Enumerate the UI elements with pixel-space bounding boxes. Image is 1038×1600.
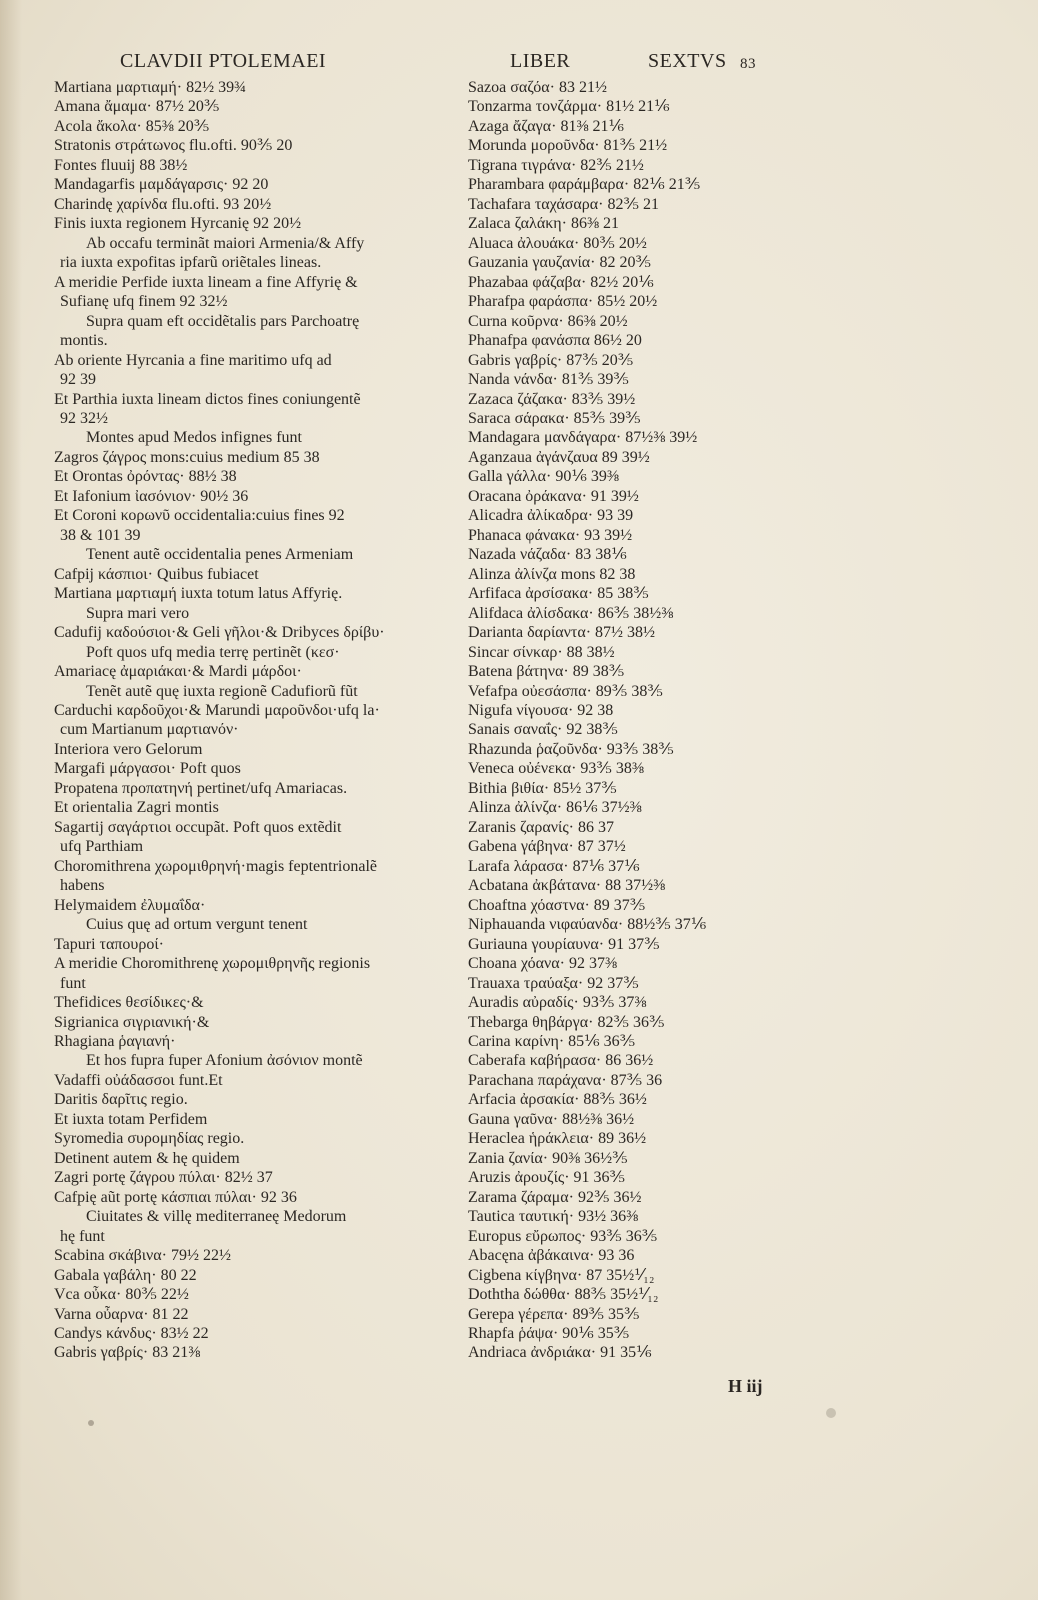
right-column-line: Oracana ὀράκανα· 91 39½: [468, 487, 639, 505]
right-column-line: Darianta δαρίαντα· 87½ 38½: [468, 624, 656, 642]
left-column-line: Syromedia συρομηδίας regio.: [54, 1130, 245, 1148]
right-column-line: Trauaxa τραύαξα· 92 37⅗: [468, 974, 639, 992]
left-column-line: Propatena προπατηνή pertinet/ufq Amariacas.: [54, 779, 348, 797]
left-column-line: A meridie Perfide iuxta lineam a fine Affyrię &: [54, 273, 358, 291]
left-column-line: Choromithrena χωρομιθρηνή·magis feptentrionalẽ: [54, 857, 378, 875]
left-column-line: Ab oriente Hyrcania a fine maritimo ufq ad: [54, 351, 332, 369]
right-column-line: Saraca σάρακα· 85⅗ 39⅗: [468, 409, 641, 427]
right-column-line: Phanaca φάνακα· 93 39½: [468, 526, 633, 544]
header-left-title: CLAVDII PTOLEMAEI: [120, 50, 327, 72]
header-center-title: LIBER: [510, 50, 571, 72]
left-column-line: Zagros ζάγρος mons:cuius medium 85 38: [54, 448, 320, 466]
right-column-line: Nigufa νίγουσα· 92 38: [468, 702, 614, 719]
left-column-line: 38 & 101 39: [60, 526, 141, 544]
left-column-line: Interiora vero Gelorum: [54, 740, 203, 758]
left-column-line: Montes apud Medos infignes funt: [86, 429, 302, 447]
left-column-line: Carduchi καρδοῦχοι·& Marundi μαροῦνδοι·ufq la·: [54, 702, 380, 719]
left-column-line: cum Martianum μαρτιανόν·: [60, 721, 239, 739]
right-column-line: Sanais σαναΐς· 92 38⅗: [468, 721, 618, 739]
left-column-line: A meridie Choromithrenę χωρομιθρηνῆς regionis: [54, 955, 371, 973]
right-column-line: Aluaca ἀλουάκα· 80⅗ 20½: [468, 234, 647, 252]
left-column-line: 92 39: [60, 371, 96, 389]
left-column-line: Cafpij κάσπιοι· Quibus fubiacet: [54, 565, 259, 583]
right-column-line: Galla γάλλα· 90⅙ 39⅜: [468, 468, 619, 486]
left-column-line: Candys κάνδυς· 83½ 22: [54, 1325, 209, 1342]
right-column-line: Choaftna χόαστνα· 89 37⅗: [468, 896, 646, 914]
right-column-line: Acbatana ἀκβάτανα· 88 37½⅜: [468, 877, 666, 895]
right-column-line: Arfifaca ἀρσίσακα· 85 38⅗: [468, 585, 649, 603]
right-column-line: Tautica ταυτική· 93½ 36⅜: [468, 1208, 639, 1226]
right-column-line: Zazaca ζάζακα· 83⅗ 39½: [468, 390, 636, 408]
left-column-line: Poft quos ufq media terrę pertinẽt (κεσ·: [86, 643, 340, 661]
right-column-line: Doththa δώθθα· 88⅗ 35½⅟₁₂: [468, 1286, 659, 1304]
right-column-line: Rhapfa ῥάψα· 90⅙ 35⅗: [468, 1325, 630, 1342]
right-column-line: Sincar σίνκαρ· 88 38½: [468, 643, 615, 661]
right-column-line: Zalaca ζαλάκη· 86⅜ 21: [468, 215, 619, 233]
left-column-line: Sufianę ufq finem 92 32½: [60, 293, 228, 311]
left-column-line: habens: [60, 877, 105, 895]
right-column-line: Bithia βιθία· 85½ 37⅗: [468, 779, 617, 797]
right-column-line: Abacęna ἀβάκαινα· 93 36: [468, 1247, 635, 1265]
left-column-line: Detinent autem & hę quidem: [54, 1149, 240, 1167]
right-column-line: Caberafa καβήρασα· 86 36½: [468, 1052, 654, 1070]
right-column-line: Heraclea ἡράκλεια· 89 36½: [468, 1130, 647, 1148]
right-column-line: Zania ζανία· 90⅜ 36½⅗: [468, 1149, 628, 1167]
right-column-line: Pharafpa φαράσπα· 85½ 20½: [468, 293, 658, 311]
left-column-line: Tenẽt autẽ quę iuxta regionẽ Cadufiorũ fũt: [86, 682, 358, 700]
right-column-line: Alinza ἀλίνζα mons 82 38: [468, 565, 636, 583]
left-column-line: Tapuri ταπουροί·: [54, 935, 164, 953]
right-column-line: Cigbena κίγβηνα· 87 35½⅟₁₂: [468, 1266, 655, 1284]
right-column-line: Zaranis ζαρανίς· 86 37: [468, 818, 614, 836]
left-column-line: Martiana μαρτιαμή iuxta totum latus Affyrię.: [54, 585, 343, 603]
left-column-line: Vca οὖκα· 80⅗ 22½: [54, 1286, 189, 1304]
right-column-line: Morunda μοροῦνδα· 81⅗ 21½: [468, 137, 668, 155]
left-column-line: ufq Parthiam: [60, 838, 144, 856]
right-column-line: Nanda νάνδα· 81⅗ 39⅗: [468, 371, 629, 389]
right-column-line: Aruzis ἀρουζίς· 91 36⅗: [468, 1169, 626, 1187]
left-column-line: Et Parthia iuxta lineam dictos fines coniungentẽ: [54, 390, 361, 408]
right-column-line: Europus εὔρωπος· 93⅗ 36⅗: [468, 1227, 658, 1245]
left-column-line: Acola ἄκολα· 85⅜ 20⅗: [54, 117, 210, 135]
right-column-line: Alifdaca ἀλίσδακα· 86⅗ 38½⅜: [468, 604, 674, 622]
ink-speck: [826, 1408, 836, 1418]
right-column-line: Curna κοῦρνα· 86⅜ 20½: [468, 312, 628, 330]
right-column-line: Niphauanda νιφαύανδα· 88½⅗ 37⅙: [468, 916, 707, 934]
left-column-line: Cadufij καδούσιοι·& Geli γῆλοι·& Dribyces δρίβυ·: [54, 624, 385, 642]
header-right-title: SEXTVS: [648, 50, 727, 72]
left-column-line: ria iuxta expofitas ipfarũ oriẽtales lineas.: [60, 254, 322, 272]
right-column-line: Mandagara μανδάγαρα· 87½⅜ 39½: [468, 429, 698, 447]
left-column-line: 92 32½: [60, 409, 108, 427]
left-column-line: Vadaffi οὐάδασσοι funt.Et: [54, 1071, 223, 1089]
right-column-line: Gerepa γέρεπα· 89⅗ 35⅗: [468, 1305, 640, 1323]
right-column-line: Larafa λάρασα· 87⅙ 37⅙: [468, 857, 640, 875]
right-column-line: Tigrana τιγράνα· 82⅗ 21½: [468, 156, 644, 174]
left-column-line: Mandagarfis μαμδάγαρσις· 92 20: [54, 176, 269, 194]
right-column-line: Sazoa σαζόα· 83 21½: [468, 79, 607, 96]
right-column-line: Choana χόανα· 92 37⅜: [468, 955, 617, 973]
signature-mark: H iij: [728, 1376, 763, 1396]
left-column-line: Varna οὖαρνα· 81 22: [54, 1305, 189, 1323]
left-column: [54, 78, 450, 1363]
right-column-line: Gauna γαῦνα· 88½⅜ 36½: [468, 1110, 635, 1128]
page-gutter-shadow: [0, 0, 22, 1600]
left-column-line: Cafpię aũt portę κάσπιαι πύλαι· 92 36: [54, 1188, 297, 1206]
left-column-line: Finis iuxta regionem Hyrcanię 92 20½: [54, 215, 302, 233]
left-column-line: Stratonis στράτωνος flu.ofti. 90⅗ 20: [54, 137, 293, 155]
right-column-line: Nazada νάζαδα· 83 38⅙: [468, 546, 627, 564]
right-column-line: Zarama ζάραμα· 92⅗ 36½: [468, 1188, 642, 1206]
right-column-line: Carina καρίνη· 85⅙ 36⅗: [468, 1032, 636, 1050]
left-column-line: Ab occafu terminãt maiori Armenia/& Affy: [86, 234, 365, 252]
right-column-line: Rhazunda ῥαζοῦνδα· 93⅗ 38⅗: [468, 740, 674, 758]
right-column-line: Gabena γάβηνα· 87 37½: [468, 838, 626, 856]
left-column-line: Thefidices θεσίδικες·&: [54, 994, 204, 1012]
right-column-line: Phazabaa φάζαβα· 82½ 20⅙: [468, 273, 654, 291]
left-column-line: Charindę χαρίνδα flu.ofti. 93 20½: [54, 195, 272, 213]
right-column-line: Andriaca ἀνδριάκα· 91 35⅙: [468, 1344, 652, 1362]
left-column-line: Supra mari vero: [86, 604, 190, 622]
right-column-line: Vefafpa οὐεσάσπα· 89⅗ 38⅗: [468, 682, 663, 700]
left-column-line: Et iuxta totam Perfidem: [54, 1110, 208, 1128]
left-column-line: Helymaidem ἐλυμαΐδα·: [54, 896, 206, 914]
right-column-line: Batena βάτηνα· 89 38⅗: [468, 663, 625, 681]
right-column-line: Alicadra ἀλίκαδρα· 93 39: [468, 507, 634, 525]
left-column-line: Gabala γαβάλη· 80 22: [54, 1266, 197, 1284]
left-column-line: hę funt: [60, 1227, 105, 1245]
left-column-line: Rhagiana ῥαγιανή·: [54, 1032, 176, 1050]
right-column-line: Azaga ἄζαγα· 81⅜ 21⅙: [468, 117, 624, 135]
left-column-line: Et hos fupra fuper Afonium ἀσόνιον montẽ: [86, 1052, 363, 1070]
right-column-line: Gauzania γαυζανία· 82 20⅗: [468, 254, 651, 272]
right-column-line: Guriauna γουρίαυνα· 91 37⅗: [468, 935, 660, 953]
left-column-line: Martiana μαρτιαμή· 82½ 39¾: [54, 79, 247, 96]
right-column-line: Arfacia ἀρσακία· 88⅗ 36½: [468, 1091, 647, 1109]
right-column-line: Auradis αὐραδίς· 93⅗ 37⅜: [468, 994, 647, 1012]
left-column-line: Ciuitates & villę mediterraneę Medorum: [86, 1208, 347, 1226]
right-column-line: Tachafara ταχάσαρα· 82⅗ 21: [468, 195, 659, 213]
ink-speck: [88, 1420, 94, 1426]
left-column-line: Tenent autẽ occidentalia penes Armeniam: [86, 546, 354, 564]
right-column-line: Parachana παράχανα· 87⅗ 36: [468, 1071, 663, 1089]
left-column-line: Fontes fluuij 88 38½: [54, 156, 188, 174]
right-column-line: Alinza ἀλίνζα· 86⅙ 37½⅜: [468, 799, 642, 817]
running-header: [0, 50, 1038, 76]
page-number: 83: [740, 56, 756, 72]
right-column-line: Aganzaua ἀγάνζαυα 89 39½: [468, 448, 650, 466]
left-column-line: Scabina σκάβινα· 79½ 22½: [54, 1247, 231, 1265]
right-column-line: Veneca οὐένεκα· 93⅗ 38⅜: [468, 760, 644, 778]
right-column-line: Phanafpa φανάσπα 86½ 20: [468, 332, 642, 350]
left-column-line: montis.: [60, 332, 108, 350]
right-column: [468, 78, 798, 1363]
right-column-line: Thebarga θηβάργα· 82⅗ 36⅗: [468, 1013, 665, 1031]
left-column-line: Et Coroni κορωνῦ occidentalia:cuius fines 92: [54, 507, 345, 525]
left-column-line: Et Iafonium ἰασόνιον· 90½ 36: [54, 487, 249, 505]
left-column-line: Zagri portę ζάγρου πύλαι· 82½ 37: [54, 1169, 273, 1187]
left-column-line: Amana ἄμαμα· 87½ 20⅗: [54, 98, 220, 116]
left-column-line: Margafi μάργασοι· Poft quos: [54, 760, 241, 778]
right-column-line: Tonzarma τονζάρμα· 81½ 21⅙: [468, 98, 670, 116]
left-column-line: Supra quam eft occidẽtalis pars Parchoatrę: [86, 312, 360, 330]
left-column-line: Sigrianica σιγριανική·&: [54, 1013, 210, 1031]
left-column-line: Sagartij σαγάρτιοι occupãt. Poft quos extẽdit: [54, 818, 342, 836]
left-column-line: funt: [60, 974, 86, 992]
left-column-line: Gabris γαβρίς· 83 21⅜: [54, 1344, 201, 1362]
left-column-line: Cuius quę ad ortum vergunt tenent: [86, 916, 308, 934]
left-column-line: Daritis δαρῖτις regio.: [54, 1091, 188, 1109]
left-column-line: Et Orontas ὀρόντας· 88½ 38: [54, 468, 237, 486]
left-column-line: Amariacę ἀμαριάκαι·& Mardi μάρδοι·: [54, 663, 302, 681]
left-column-line: Et orientalia Zagri montis: [54, 799, 219, 817]
right-column-line: Gabris γαβρίς· 87⅗ 20⅗: [468, 351, 634, 369]
right-column-line: Pharambara φαράμβαρα· 82⅙ 21⅗: [468, 176, 701, 194]
